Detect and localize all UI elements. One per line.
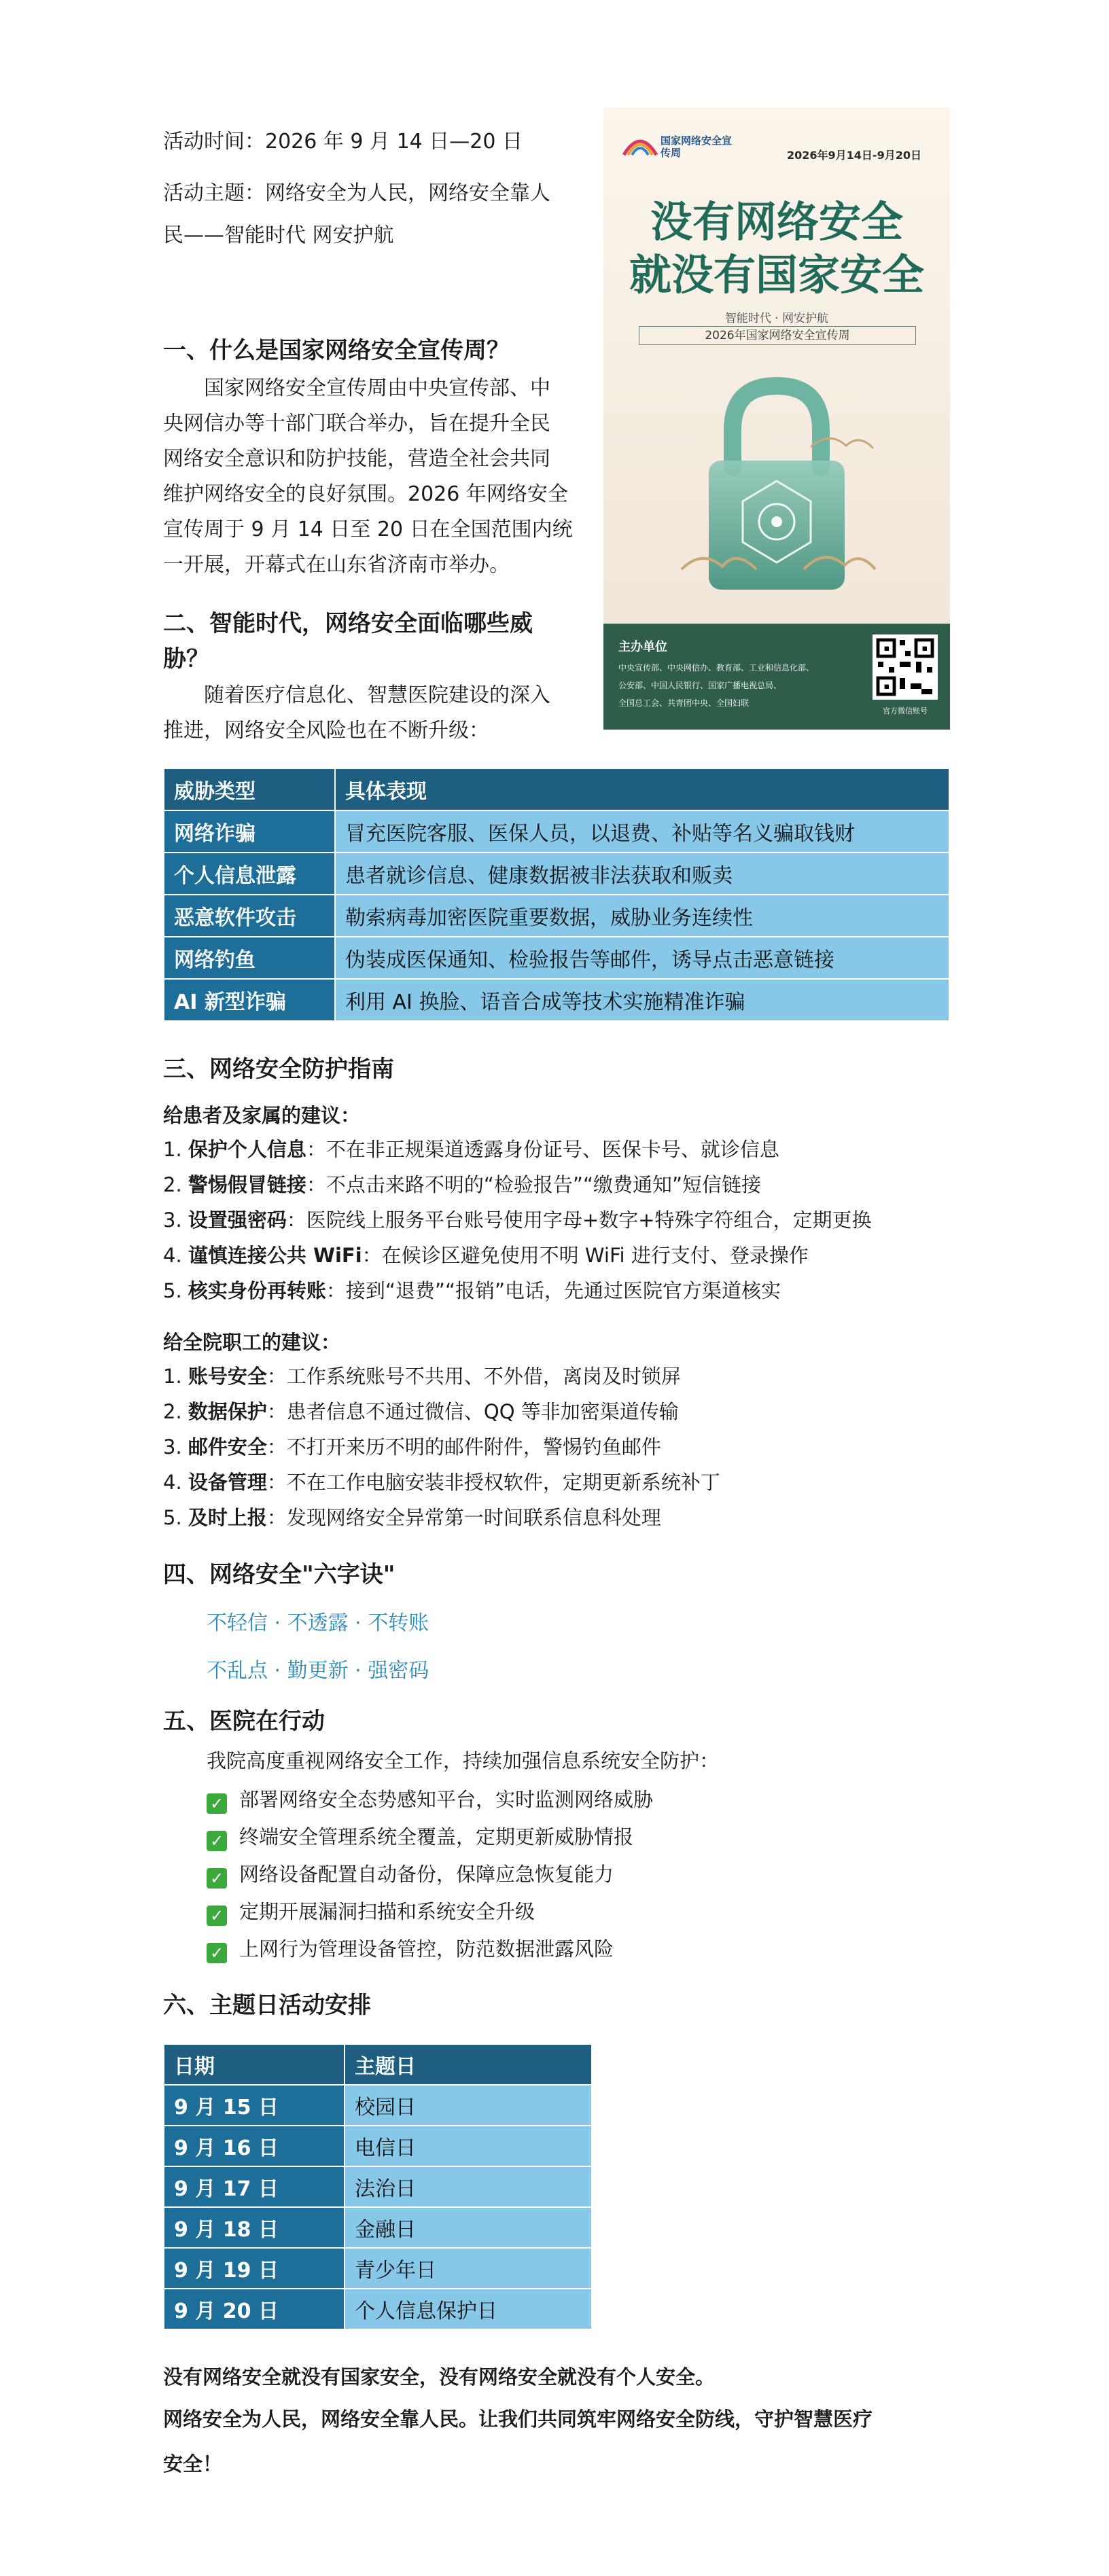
section1-line: 国家网络安全宣传周由中央宣传部、中 — [163, 376, 550, 400]
table-cell: 恶意软件攻击 — [164, 895, 335, 937]
poster-logo-text: 国家网络安全宣传周 — [661, 135, 733, 159]
table-row — [164, 2085, 592, 2126]
campaign-logo-icon — [621, 132, 659, 159]
qr-label: 官方微信账号 — [883, 706, 928, 715]
table-cell: 网络钓鱼 — [164, 937, 335, 979]
theme-day-table — [163, 2043, 593, 2330]
section2-line: 推进，网络安全风险也在不断升级： — [163, 719, 489, 743]
poster-headline-1: 没有网络安全 — [650, 197, 903, 247]
section1-line: 网络安全意识和防护技能，营造全社会共同 — [163, 447, 550, 471]
table-header-cell: 日期 — [164, 2044, 345, 2085]
poster-sub-1: 智能时代 · 网安护航 — [724, 312, 829, 325]
list-item: 4. 谨慎连接公共 WiFi：在候诊区避免使用不明 WiFi 进行支付、登录操作 — [163, 1244, 809, 1267]
list-item: 5. 核实身份再转账：接到“退费”“报销”电话，先通过医院官方渠道核实 — [163, 1279, 781, 1302]
table-row — [164, 895, 949, 937]
patients-advice-list — [163, 1132, 872, 1308]
checkmark-icon: ✓ — [207, 1906, 227, 1926]
poster-headline-2: 就没有国家安全 — [629, 250, 924, 300]
table-header-cell: 威胁类型 — [164, 768, 335, 810]
campaign-poster — [603, 107, 950, 730]
list-item: 2. 警惕假冒链接：不点击来路不明的“检验报告”“缴费通知”短信链接 — [163, 1173, 762, 1196]
slogan-line-1: 不轻信 · 不透露 · 不转账 — [207, 1611, 429, 1635]
section1-line: 央网信办等十部门联合举办，旨在提升全民 — [163, 412, 550, 435]
poster-organizers — [603, 624, 950, 730]
table-header-row — [164, 768, 949, 810]
section2-title-line1: 二、智能时代，网络安全面临哪些威 — [163, 610, 533, 637]
list-item: ✓ 上网行为管理设备管控，防范数据泄露风险 — [207, 1931, 653, 1968]
table-cell: 个人信息保护日 — [345, 2289, 592, 2329]
table-cell: 网络诈骗 — [164, 810, 335, 853]
table-cell: 法治日 — [345, 2166, 592, 2207]
table-cell: 金融日 — [345, 2207, 592, 2248]
list-item: 4. 设备管理：不在工作电脑安装非授权软件，定期更新系统补丁 — [163, 1471, 720, 1494]
activity-time: 活动时间：2026 年 9 月 14 日—20 日 — [163, 130, 523, 154]
table-header-cell: 主题日 — [345, 2044, 592, 2085]
table-row — [164, 2207, 592, 2248]
table-cell: 利用 AI 换脸、语音合成等技术实施精准诈骗 — [335, 979, 949, 1021]
patients-advice-title: 给患者及家属的建议： — [163, 1104, 361, 1127]
table-row — [164, 2166, 592, 2207]
section2-title-line2: 胁？ — [163, 645, 209, 673]
list-item: 3. 设置强密码：医院线上服务平台账号使用字母+数字+特殊字符组合，定期更换 — [163, 1209, 872, 1232]
table-cell: 9 月 18 日 — [164, 2207, 345, 2248]
poster-org-line3: 全国总工会、共青团中央、全国妇联 — [618, 698, 750, 708]
section4-title: 四、网络安全"六字诀" — [163, 1561, 395, 1588]
section1-title: 一、什么是国家网络安全宣传周？ — [163, 337, 510, 364]
table-cell: 9 月 15 日 — [164, 2085, 345, 2126]
table-row — [164, 2289, 592, 2329]
table-row — [164, 2126, 592, 2166]
table-cell: 青少年日 — [345, 2248, 592, 2289]
table-row — [164, 853, 949, 895]
table-cell: 个人信息泄露 — [164, 853, 335, 895]
section1-line: 一开展，开幕式在山东省济南市举办。 — [163, 553, 510, 577]
table-cell: 勒索病毒加密医院重要数据，威胁业务连续性 — [335, 895, 949, 937]
list-item: 3. 邮件安全：不打开来历不明的邮件附件，警惕钓鱼邮件 — [163, 1435, 661, 1459]
list-item: ✓ 网络设备配置自动备份，保障应急恢复能力 — [207, 1856, 653, 1893]
slogan-line-2: 不乱点 · 勤更新 · 强密码 — [207, 1659, 429, 1683]
section1-body — [163, 371, 598, 583]
checkmark-icon: ✓ — [207, 1831, 227, 1851]
section1-line: 宣传周于 9 月 14 日至 20 日在全国范围内统 — [163, 518, 573, 541]
list-item: 2. 数据保护：患者信息不通过微信、QQ 等非加密渠道传输 — [163, 1400, 679, 1423]
qr-code-icon — [873, 634, 938, 700]
list-item: 1. 账号安全：工作系统账号不共用、不外借，离岗及时锁屏 — [163, 1365, 681, 1388]
section5-intro: 我院高度重视网络安全工作，持续加强信息系统安全防护： — [207, 1749, 720, 1772]
table-row — [164, 979, 949, 1021]
checkmark-icon: ✓ — [207, 1943, 227, 1963]
poster-org-title: 主办单位 — [618, 640, 667, 654]
table-cell: 9 月 19 日 — [164, 2248, 345, 2289]
staff-advice-title: 给全院职工的建议： — [163, 1331, 341, 1354]
padlock-icon — [675, 365, 879, 610]
table-header-row — [164, 2044, 592, 2085]
table-cell: AI 新型诈骗 — [164, 979, 335, 1021]
poster-date: 2026年9月14日-9月20日 — [787, 149, 921, 162]
section1-line: 维护网络安全的良好氛围。2026 年网络安全 — [163, 482, 568, 506]
hospital-actions-list — [207, 1781, 653, 1968]
list-item: 5. 及时上报：发现网络安全异常第一时间联系信息科处理 — [163, 1506, 661, 1529]
activity-theme-line1: 活动主题：网络安全为人民，网络安全靠人 — [163, 181, 550, 205]
section2-line: 随着医疗信息化、智慧医院建设的深入 — [163, 683, 550, 707]
list-item: ✓ 定期开展漏洞扫描和系统安全升级 — [207, 1893, 653, 1931]
checkmark-icon: ✓ — [207, 1868, 227, 1889]
table-cell: 冒充医院客服、医保人员，以退费、补贴等名义骗取钱财 — [335, 810, 949, 853]
section2-body — [163, 678, 598, 749]
list-item: 1. 保护个人信息：不在非正规渠道透露身份证号、医保卡号、就诊信息 — [163, 1138, 779, 1161]
section3-title: 三、网络安全防护指南 — [163, 1056, 394, 1083]
poster-sub-2: 2026年国家网络安全宣传周 — [639, 326, 916, 345]
closing-line-2: 网络安全为人民，网络安全靠人民。让我们共同筑牢网络安全防线，守护智慧医疗 — [163, 2408, 873, 2431]
table-cell: 9 月 16 日 — [164, 2126, 345, 2166]
table-cell: 伪装成医保通知、检验报告等邮件，诱导点击恶意链接 — [335, 937, 949, 979]
table-cell: 患者就诊信息、健康数据被非法获取和贩卖 — [335, 853, 949, 895]
table-cell: 9 月 17 日 — [164, 2166, 345, 2207]
list-item: ✓ 终端安全管理系统全覆盖，定期更新威胁情报 — [207, 1819, 653, 1856]
table-cell: 电信日 — [345, 2126, 592, 2166]
staff-advice-list — [163, 1359, 720, 1535]
table-header-cell: 具体表现 — [335, 768, 949, 810]
poster-org-line2: 公安部、中国人民银行、国家广播电视总局、 — [618, 681, 782, 690]
threat-table — [163, 768, 950, 1022]
table-cell: 校园日 — [345, 2085, 592, 2126]
table-cell: 9 月 20 日 — [164, 2289, 345, 2329]
list-item: ✓ 部署网络安全态势感知平台，实时监测网络威胁 — [207, 1781, 653, 1819]
closing-line-1: 没有网络安全就没有国家安全，没有网络安全就没有个人安全。 — [163, 2365, 716, 2389]
table-row — [164, 810, 949, 853]
checkmark-icon: ✓ — [207, 1793, 227, 1814]
activity-theme-line2: 民——智能时代 网安护航 — [163, 223, 394, 247]
poster-org-line1: 中央宣传部、中央网信办、教育部、工业和信息化部、 — [618, 663, 815, 673]
closing-line-3: 安全！ — [163, 2452, 223, 2475]
section5-title: 五、医院在行动 — [163, 1708, 325, 1735]
section6-title: 六、主题日活动安排 — [163, 1992, 371, 2019]
table-row — [164, 937, 949, 979]
table-row — [164, 2248, 592, 2289]
